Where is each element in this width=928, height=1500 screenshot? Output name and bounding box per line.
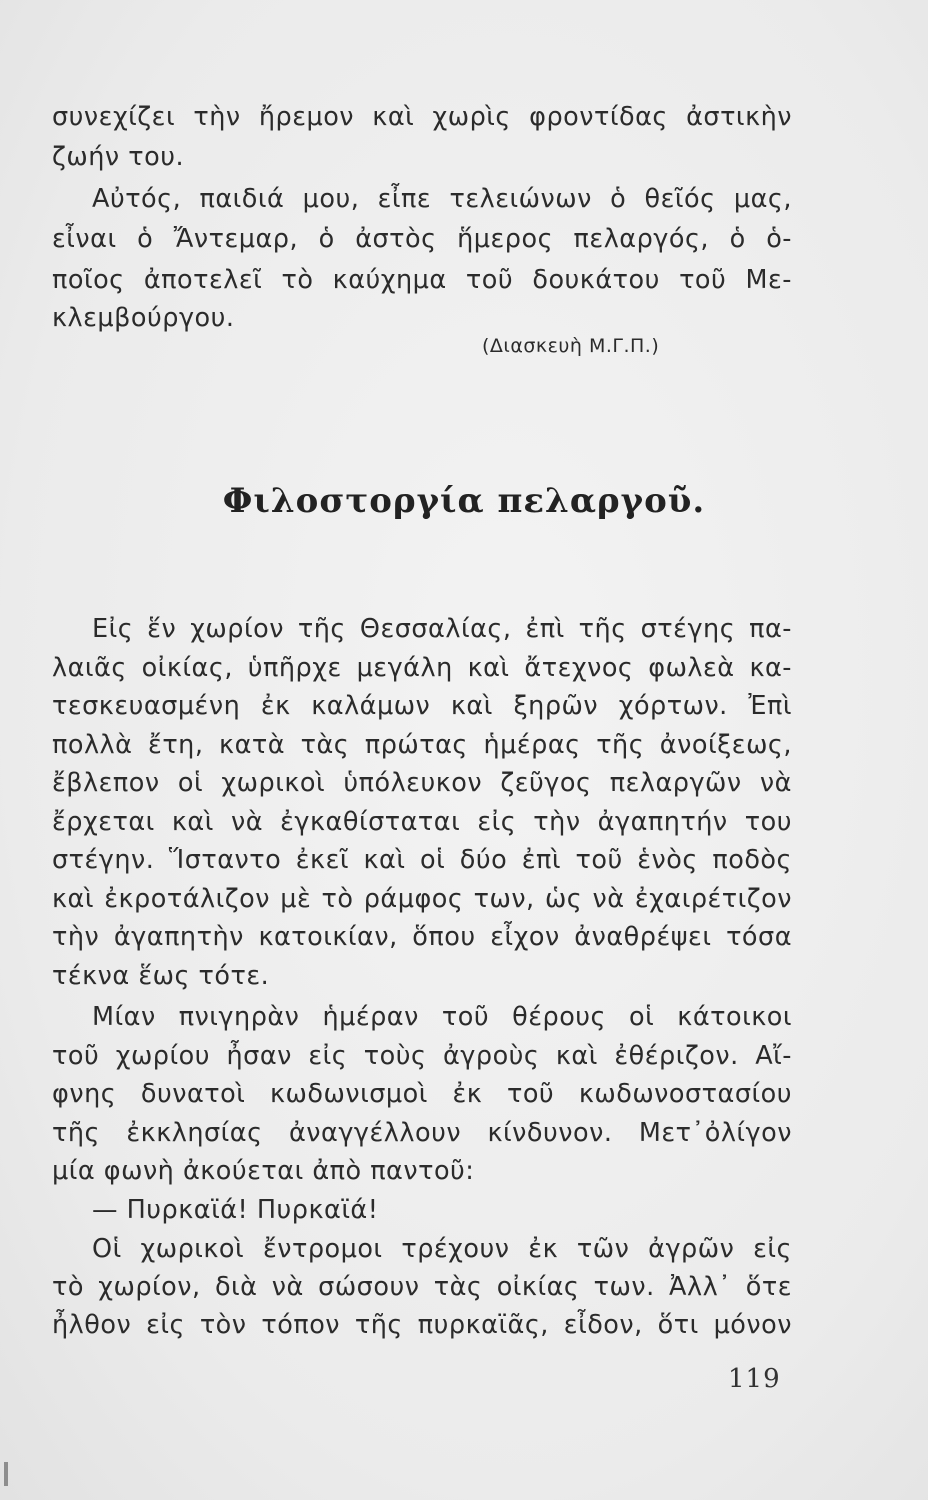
scan-speck xyxy=(4,1462,8,1486)
story-line: τέκνα ἕως τότε. xyxy=(52,961,270,991)
intro-line: εἶναι ὁ Ἄντεμαρ, ὁ ἀστὸς ἥμερος πελαργός, ὁ ὁ- xyxy=(52,224,792,254)
story-line: φνης δυνατοὶ κωδωνισμοὶ ἐκ τοῦ κωδωνοστασίου xyxy=(52,1079,792,1109)
story-line: στέγην. Ἵσταντο ἐκεῖ καὶ οἱ δύο ἐπὶ τοῦ ἑνὸς ποδὸς xyxy=(52,845,792,875)
story-line: ἔβλεπον οἱ χωρικοὶ ὑπόλευκον ζεῦγος πελαργῶν νὰ xyxy=(52,768,792,798)
story-line: τὸ χωρίον, διὰ νὰ σώσουν τὰς οἰκίας των. Ἀλλ᾽ ὅτε xyxy=(52,1272,792,1302)
story-line: τὴν ἀγαπητὴν κατοικίαν, ὅπου εἶχον ἀναθρέψει τόσα xyxy=(52,922,792,952)
story-line: τεσκευασμένη ἐκ καλάμων καὶ ξηρῶν χόρτων. Ἐπὶ xyxy=(52,691,792,721)
story-line: πολλὰ ἔτη, κατὰ τὰς πρώτας ἡμέρας τῆς ἀνοίξεως, xyxy=(52,730,792,760)
intro-line: Αὐτός, παιδιά μου, εἶπε τελειώνων ὁ θεῖός μας, xyxy=(92,184,792,214)
story-line: ἔρχεται καὶ νὰ ἐγκαθίσταται εἰς τὴν ἀγαπητήν του xyxy=(52,807,792,837)
story-line: Εἰς ἕν χωρίον τῆς Θεσσαλίας, ἐπὶ τῆς στέγης πα- xyxy=(92,614,792,644)
story-line: Οἱ χωρικοὶ ἔντρομοι τρέχουν ἐκ τῶν ἀγρῶν εἰς xyxy=(92,1234,792,1264)
story-line: Μίαν πνιγηρὰν ἡμέραν τοῦ θέρους οἱ κάτοικοι xyxy=(92,1002,792,1032)
story-line: ἦλθον εἰς τὸν τόπον τῆς πυρκαϊᾶς, εἶδον, ὅτι μόνον xyxy=(52,1310,792,1340)
story-line: λαιᾶς οἰκίας, ὑπῆρχε μεγάλη καὶ ἄτεχνος φωλεὰ κα- xyxy=(52,653,792,683)
story-line: τοῦ χωρίου ἦσαν εἰς τοὺς ἀγροὺς καὶ ἐθέριζον. Αἴ- xyxy=(52,1041,792,1071)
intro-line: συνεχίζει τὴν ἤρεμον καὶ χωρὶς φροντίδας ἀστικὴν xyxy=(52,102,792,132)
page-number: 119 xyxy=(728,1364,781,1394)
story-line: τῆς ἐκκλησίας ἀναγγέλλουν κίνδυνον. Μετ᾽ὀλίγον xyxy=(52,1118,792,1148)
story-line: μία φωνὴ ἀκούεται ἀπὸ παντοῦ: xyxy=(52,1156,475,1186)
adaptation-credit: (Διασκευὴ Μ.Γ.Π.) xyxy=(482,335,660,357)
intro-line: ποῖος ἀποτελεῖ τὸ καύχημα τοῦ δουκάτου τοῦ Με- xyxy=(52,265,792,295)
intro-line: ζωήν του. xyxy=(52,142,185,172)
story-line: — Πυρκαϊά! Πυρκαϊά! xyxy=(92,1195,379,1225)
section-heading: Φιλοστοργία πελαργοῦ. xyxy=(222,481,706,521)
intro-line: κλεμβούργου. xyxy=(52,303,235,333)
story-line: καὶ ἐκροτάλιζον μὲ τὸ ράμφος των, ὡς νὰ ἐχαιρέτιζον xyxy=(52,884,792,914)
